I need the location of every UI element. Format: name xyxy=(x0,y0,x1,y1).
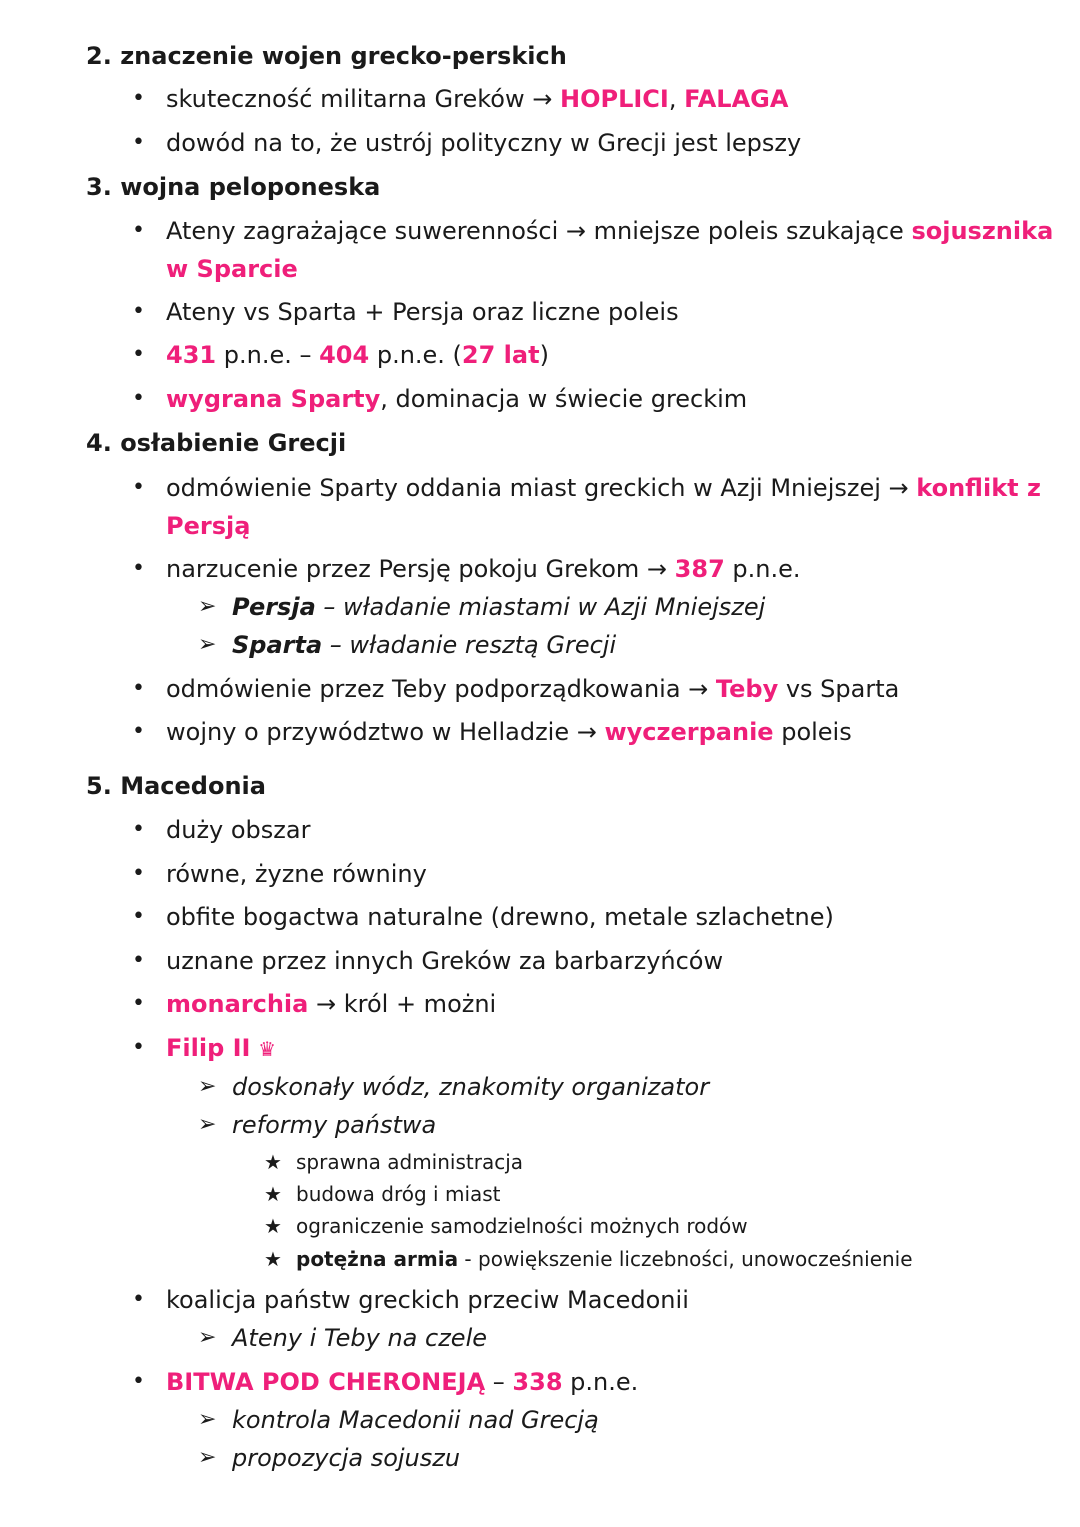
item-text: kontrola Macedonii nad Grecją xyxy=(232,1406,599,1434)
arrow-bullet-icon: ➢ xyxy=(198,1407,217,1432)
item-text: odmówienie przez Teby podporządkowania → xyxy=(166,675,716,703)
bullet-icon: • xyxy=(132,719,145,744)
item-text: → król + możni xyxy=(308,990,497,1018)
item-text: obfite bogactwa naturalne (drewno, metale szlachetne) xyxy=(166,903,834,931)
star-icon: ★ xyxy=(264,1247,282,1271)
item-text: równe, żyzne równiny xyxy=(166,860,427,888)
item-text: odmówienie Sparty oddania miast greckich w Azji Mniejszej → xyxy=(166,474,917,502)
arrow-bullet-icon: ➢ xyxy=(198,594,217,619)
item-text: skuteczność militarna Greków → xyxy=(166,85,560,113)
item-text: Sparta xyxy=(232,631,323,659)
arrow-bullet-icon: ➢ xyxy=(198,1325,217,1350)
item-text: – władanie resztą Grecji xyxy=(322,631,617,659)
highlight-text: sojusznika xyxy=(911,217,1054,245)
bullet-icon: • xyxy=(132,386,145,411)
bullet-icon: • xyxy=(132,556,145,581)
arrow-bullet-icon: ➢ xyxy=(198,1445,217,1470)
arrow-bullet-icon: ➢ xyxy=(198,632,217,657)
highlight-text: wyczerpanie xyxy=(604,718,774,746)
item-text: – xyxy=(485,1368,513,1396)
highlight-text: FALAGA xyxy=(684,85,789,113)
section-5-heading xyxy=(86,770,266,802)
item-text: narzucenie przez Persję pokoju Grekom → xyxy=(166,555,675,583)
item-text: reformy państwa xyxy=(232,1111,437,1139)
section-number: 5. xyxy=(86,772,112,800)
bullet-icon: • xyxy=(132,991,145,1016)
star-icon: ★ xyxy=(264,1182,282,1206)
arrow-bullet-icon: ➢ xyxy=(198,1074,217,1099)
item-text: duży obszar xyxy=(166,816,311,844)
bullet-icon: • xyxy=(132,475,145,500)
section-2-heading xyxy=(86,40,567,72)
section-title: wojna peloponeska xyxy=(120,173,381,201)
item-text: p.n.e. ( xyxy=(369,341,462,369)
star-icon: ★ xyxy=(264,1150,282,1174)
item-text: poleis xyxy=(773,718,852,746)
highlight-text: 338 xyxy=(512,1368,563,1396)
item-text: dowód na to, że ustrój polityczny w Grecji jest lepszy xyxy=(166,129,802,157)
bullet-icon: • xyxy=(132,1369,145,1394)
highlight-text: Filip II xyxy=(166,1034,251,1062)
item-text: koalicja państw greckich przeciw Macedonii xyxy=(166,1286,689,1314)
highlight-text: HOPLICI xyxy=(559,85,669,113)
item-text: ) xyxy=(539,341,549,369)
highlight-text: w Sparcie xyxy=(166,255,298,283)
item-text: potężna armia xyxy=(296,1247,459,1271)
highlight-text: 27 lat xyxy=(461,341,540,369)
item-text: Ateny vs Sparta + Persja oraz liczne poleis xyxy=(166,298,679,326)
item-text: – władanie miastami w Azji Mniejszej xyxy=(315,593,766,621)
section-3-heading xyxy=(86,171,380,203)
item-text: Ateny i Teby na czele xyxy=(232,1324,487,1352)
section-number: 3. xyxy=(86,173,112,201)
crown-icon: ♛ xyxy=(258,1037,277,1061)
bullet-icon: • xyxy=(132,130,145,155)
item-text: p.n.e. – xyxy=(216,341,320,369)
highlight-text: konflikt z xyxy=(916,474,1041,502)
highlight-text: Persją xyxy=(166,512,251,540)
bullet-icon: • xyxy=(132,904,145,929)
highlight-text: BITWA POD CHERONEJĄ xyxy=(166,1368,486,1396)
item-text: , xyxy=(668,85,685,113)
item-text: p.n.e. xyxy=(724,555,801,583)
item-text: vs Sparta xyxy=(778,675,900,703)
item-text: - powiększenie liczebności, unowocześnienie xyxy=(458,1247,913,1271)
item-text: doskonały wódz, znakomity organizator xyxy=(232,1073,710,1101)
bullet-icon: • xyxy=(132,1035,145,1060)
section-title: Macedonia xyxy=(120,772,266,800)
section-title: znaczenie wojen grecko-perskich xyxy=(120,42,567,70)
highlight-text: 404 xyxy=(319,341,370,369)
section-number: 2. xyxy=(86,42,112,70)
bullet-icon: • xyxy=(132,817,145,842)
bullet-icon: • xyxy=(132,299,145,324)
highlight-text: monarchia xyxy=(166,990,309,1018)
bullet-icon: • xyxy=(132,861,145,886)
item-text: wojny o przywództwo w Helladzie → xyxy=(166,718,605,746)
item-text: Persja xyxy=(232,593,316,621)
item-text: budowa dróg i miast xyxy=(296,1182,501,1206)
bullet-icon: • xyxy=(132,948,145,973)
highlight-text: 431 xyxy=(166,341,217,369)
bullet-icon: • xyxy=(132,1287,145,1312)
item-text: p.n.e. xyxy=(562,1368,639,1396)
highlight-text: Teby xyxy=(715,675,779,703)
bullet-icon: • xyxy=(132,218,145,243)
item-text: sprawna administracja xyxy=(296,1150,524,1174)
item-text: , dominacja w świecie greckim xyxy=(380,385,748,413)
bullet-icon: • xyxy=(132,342,145,367)
star-icon: ★ xyxy=(264,1214,282,1238)
section-4-heading xyxy=(86,427,346,459)
item-text: propozycja sojuszu xyxy=(232,1444,461,1472)
bullet-icon: • xyxy=(132,86,145,111)
item-text: uznane przez innych Greków za barbarzyńców xyxy=(166,947,724,975)
bullet-icon: • xyxy=(132,676,145,701)
item-text: ograniczenie samodzielności możnych rodów xyxy=(296,1214,748,1238)
section-number: 4. xyxy=(86,429,112,457)
highlight-text: 387 xyxy=(674,555,725,583)
item-text: Ateny zagrażające suwerenności → mniejsze poleis szukające xyxy=(166,217,912,245)
section-title: osłabienie Grecji xyxy=(120,429,347,457)
arrow-bullet-icon: ➢ xyxy=(198,1112,217,1137)
highlight-text: wygrana Sparty xyxy=(166,385,381,413)
